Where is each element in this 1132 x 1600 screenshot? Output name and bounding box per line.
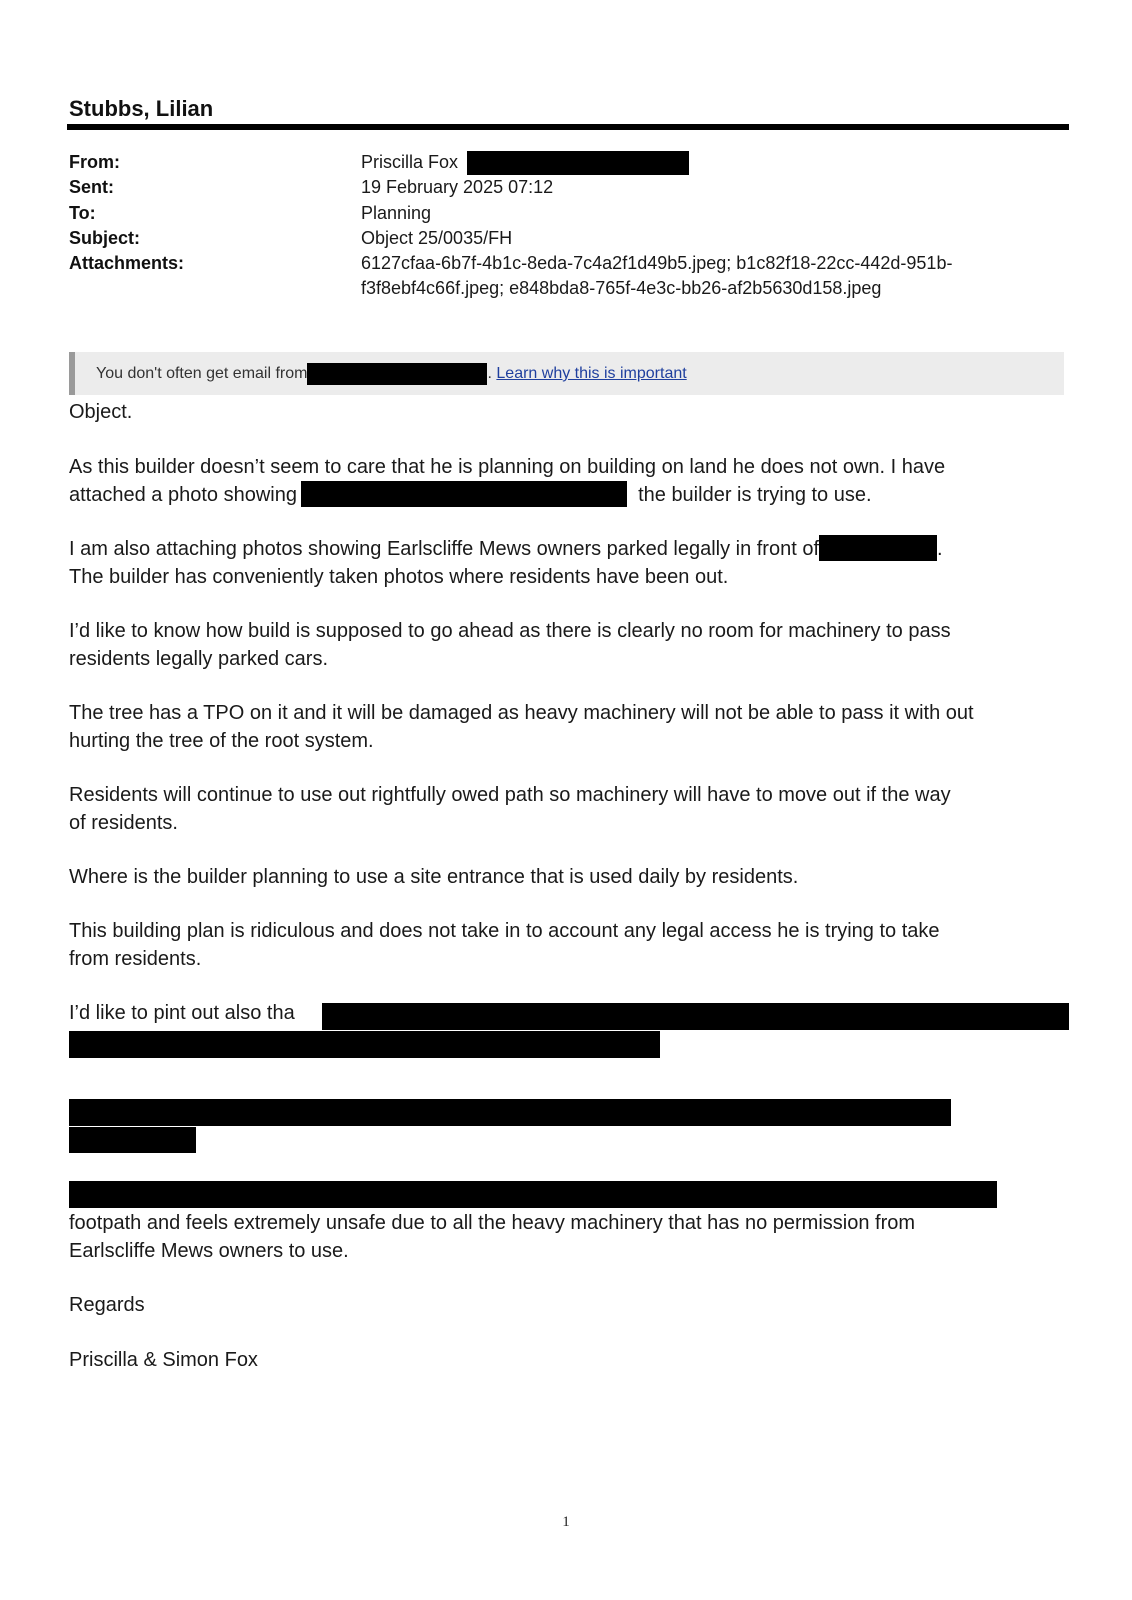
subject-value: Object 25/0035/FH (361, 227, 513, 248)
body-paragraph-8 (69, 917, 1069, 973)
body-line-start: attached a photo showing (69, 484, 297, 506)
redacted-paragraph (69, 1127, 196, 1153)
body-line (69, 481, 1069, 509)
redacted-text (819, 535, 937, 561)
sender-name: Priscilla Fox (361, 152, 459, 172)
attachments-line-2[interactable]: f3f8ebf4c66f.jpeg; e848bda8-765f-4e3c-bb26-af2b5630d158.jpeg (361, 278, 882, 299)
to-row (69, 201, 1069, 226)
from-value (361, 150, 1061, 175)
body-line (69, 535, 1069, 563)
redacted-text (69, 1181, 997, 1208)
body-line: Where is the builder planning to use a site entrance that is used daily by residents. (69, 866, 799, 888)
sent-label: Sent: (69, 177, 114, 198)
subject-label: Subject: (69, 227, 141, 248)
banner-content (96, 352, 687, 395)
body-line-start: I am also attaching photos showing Earlscliffe Mews owners parked legally in front of (69, 538, 820, 560)
attachments-label: Attachments: (69, 253, 185, 274)
attachments-line-1[interactable]: 6127cfaa-6b7f-4b1c-8eda-7c4a2f1d49b5.jpeg; b1c82f18-22cc-442d-951b- (361, 253, 953, 274)
closing (69, 1291, 1069, 1319)
body-line-end: . (937, 538, 943, 560)
body-line-end: the builder is trying to use. (638, 484, 872, 506)
banner-period: . (487, 365, 492, 382)
body-line: I’d like to pint out also tha (69, 1002, 295, 1024)
redacted-sender-email (467, 151, 689, 175)
email-body (69, 398, 1069, 426)
page-number: 1 (562, 1514, 570, 1530)
signature-text: Priscilla & Simon Fox (69, 1349, 258, 1371)
signature (69, 1346, 1069, 1374)
attachments-value (361, 251, 1061, 302)
body-paragraph-2 (69, 453, 1069, 509)
body-line: footpath and feels extremely unsafe due to all the heavy machinery that has no permission from (69, 1212, 916, 1234)
body-line: I’d like to know how build is supposed to go ahead as there is clearly no room for machinery to pass (69, 620, 951, 642)
to-value: Planning (361, 202, 432, 223)
header-divider (67, 124, 1069, 130)
body-line: This building plan is ridiculous and does not take in to account any legal access he is trying to take (69, 920, 940, 942)
body-line: hurting the tree of the root system. (69, 730, 374, 752)
body-line: As this builder doesn’t seem to care that he is planning on building on land he does not own. I have (69, 456, 946, 478)
external-sender-warning-banner (69, 352, 1064, 395)
sent-value: 19 February 2025 07:12 (361, 177, 554, 198)
redacted-text (69, 1031, 660, 1058)
redacted-text (301, 481, 627, 507)
body-line: Earlscliffe Mews owners to use. (69, 1240, 349, 1262)
body-line: The tree has a TPO on it and it will be damaged as heavy machinery will not be able to pass it with out (69, 702, 974, 724)
mailbox-owner-name: Stubbs, Lilian (69, 96, 214, 121)
redacted-paragraph (69, 1099, 951, 1126)
body-paragraph-6 (69, 781, 1069, 837)
body-paragraph-11 (69, 1209, 1069, 1265)
body-line: residents legally parked cars. (69, 648, 329, 670)
body-paragraph-4 (69, 617, 1069, 673)
body-line: of residents. (69, 812, 178, 834)
redacted-sender-address (307, 363, 487, 385)
body-paragraph-3 (69, 535, 1069, 591)
body-line: from residents. (69, 948, 202, 970)
closing-text: Regards (69, 1294, 145, 1316)
body-paragraph-7 (69, 863, 1069, 891)
body-paragraph-object: Object. (69, 401, 133, 423)
sent-row (69, 175, 1069, 200)
email-header (69, 150, 1069, 301)
subject-row (69, 226, 1069, 251)
learn-why-link[interactable]: Learn why this is important (496, 365, 687, 382)
from-label: From: (69, 152, 120, 172)
attachments-row (69, 251, 1069, 301)
body-line: Residents will continue to use out rightfully owed path so machinery will have to move out if the way (69, 784, 951, 806)
to-label: To: (69, 202, 96, 223)
body-line: The builder has conveniently taken photos where residents have been out. (69, 566, 729, 588)
body-paragraph-5 (69, 699, 1069, 755)
from-row (69, 150, 1069, 175)
banner-text: You don't often get email from (96, 365, 308, 382)
redacted-text (322, 1003, 1069, 1030)
